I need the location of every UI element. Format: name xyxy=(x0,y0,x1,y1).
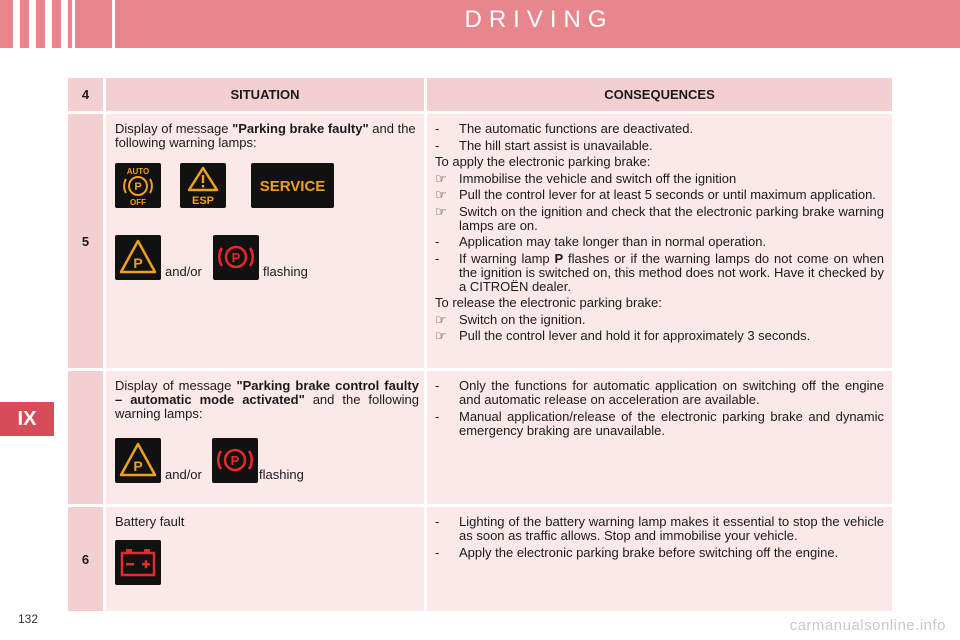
situation-cell xyxy=(106,507,424,611)
svg-text:AUTO: AUTO xyxy=(126,167,150,176)
table-header-row xyxy=(68,78,892,111)
row-number: 6 xyxy=(68,507,103,611)
and-or-label: and/or xyxy=(165,467,202,482)
svg-text:P: P xyxy=(231,250,241,265)
chapter-tab: IX xyxy=(0,402,54,436)
list-item: ☞ Pull the control lever for at least 5 seconds or until maximum application. xyxy=(435,187,876,202)
consequences-cell xyxy=(427,114,892,368)
list-item: ☞ Switch on the ignition and check that the electronic parking brake warning lamps are on. xyxy=(435,203,884,233)
header-stripe xyxy=(29,0,36,48)
dash-bullet: - xyxy=(435,121,440,136)
page-number: 132 xyxy=(18,612,39,626)
list-item: - Lighting of the battery warning lamp makes it essential to stop the vehicle as soon as traffic allows. Stop and immobilise your vehicle. xyxy=(435,514,884,543)
table-row xyxy=(68,114,892,368)
pointing-hand-icon: ☞ xyxy=(435,187,447,202)
auto-parking-brake-off-icon xyxy=(115,163,161,208)
dash-bullet: - xyxy=(435,378,440,393)
svg-text:P: P xyxy=(230,453,240,468)
consequences-list xyxy=(435,379,884,440)
consequences-cell xyxy=(427,507,892,611)
dash-bullet: - xyxy=(435,234,440,249)
service-warning-icon xyxy=(251,163,334,208)
list-item: ☞ Immobilise the vehicle and switch off the ignition xyxy=(435,170,737,186)
pointing-hand-icon: ☞ xyxy=(435,170,447,186)
list-item: - The hill start assist is unavailable. xyxy=(435,137,653,153)
list-item: - The automatic functions are deactivated. xyxy=(435,121,694,136)
list-item: - Application may take longer than in normal operation. xyxy=(435,234,767,249)
parking-brake-red-icon xyxy=(212,438,258,483)
column-situation: SITUATION xyxy=(106,78,424,111)
pointing-hand-icon: ☞ xyxy=(435,328,447,343)
and-or-label: and/or xyxy=(165,264,202,279)
page-title: DRIVING xyxy=(464,6,614,33)
parking-brake-red-icon xyxy=(213,235,259,280)
battery-warning-icon xyxy=(115,540,161,585)
consequences-list xyxy=(435,122,884,346)
list-item: - Only the functions for automatic application on switching off the engine and automatic release on acceleration are available. xyxy=(435,378,884,407)
pointing-hand-icon: ☞ xyxy=(435,203,447,219)
svg-text:SERVICE: SERVICE xyxy=(259,178,326,195)
situation-text: Display of message "Parking brake control faulty – automatic mode activated" and the following warning lamps: xyxy=(115,378,419,421)
header-stripe xyxy=(45,0,52,48)
situation-text: Display of message "Parking brake faulty" and the following warning lamps: xyxy=(115,121,416,150)
column-consequences: CONSEQUENCES xyxy=(427,78,892,111)
list-heading: To apply the electronic parking brake: xyxy=(435,154,651,169)
flashing-label: flashing xyxy=(259,467,304,482)
dash-bullet: - xyxy=(435,408,440,424)
svg-text:P: P xyxy=(133,255,143,271)
pointing-hand-icon: ☞ xyxy=(435,311,447,327)
parking-brake-amber-icon xyxy=(115,438,161,483)
svg-text:OFF: OFF xyxy=(130,198,146,207)
parking-brake-amber-icon xyxy=(115,235,161,280)
table-row xyxy=(68,371,892,504)
watermark: carmanualsonline.info xyxy=(789,617,946,634)
list-heading: To release the electronic parking brake: xyxy=(435,295,662,310)
svg-text:P: P xyxy=(133,458,143,474)
row-number: 5 xyxy=(68,114,103,368)
svg-text:ESP: ESP xyxy=(191,195,215,207)
list-item: ☞ Switch on the ignition. xyxy=(435,311,586,327)
dash-bullet: - xyxy=(435,250,440,266)
dash-bullet: - xyxy=(435,514,440,529)
list-item: - Manual application/release of the electronic parking brake and dynamic emergency braking are unavailable. xyxy=(435,408,884,438)
header-stripe xyxy=(13,0,20,48)
situation-text: Battery fault xyxy=(115,514,185,529)
list-item: - If warning lamp P flashes or if the warning lamps do not come on when the ignition is switched on, this method does not work. Have it checked by a CITROËN dealer. xyxy=(435,250,884,294)
situation-cell xyxy=(106,371,424,504)
dash-bullet: - xyxy=(435,544,440,560)
list-item: ☞ Pull the control lever and hold it for approximately 3 seconds. xyxy=(435,328,811,343)
page-header xyxy=(0,0,960,48)
row-number xyxy=(68,371,103,504)
list-item: - Apply the electronic parking brake before switching off the engine. xyxy=(435,544,839,560)
consequences-list xyxy=(435,515,884,562)
esp-warning-icon xyxy=(180,163,226,208)
header-number: 4 xyxy=(68,78,103,111)
header-stripe xyxy=(61,0,68,48)
table-row xyxy=(68,507,892,611)
svg-text:P: P xyxy=(134,181,142,193)
dash-bullet: - xyxy=(435,137,440,153)
consequences-cell xyxy=(427,371,892,504)
flashing-label: flashing xyxy=(263,264,308,279)
situation-cell xyxy=(106,114,424,368)
